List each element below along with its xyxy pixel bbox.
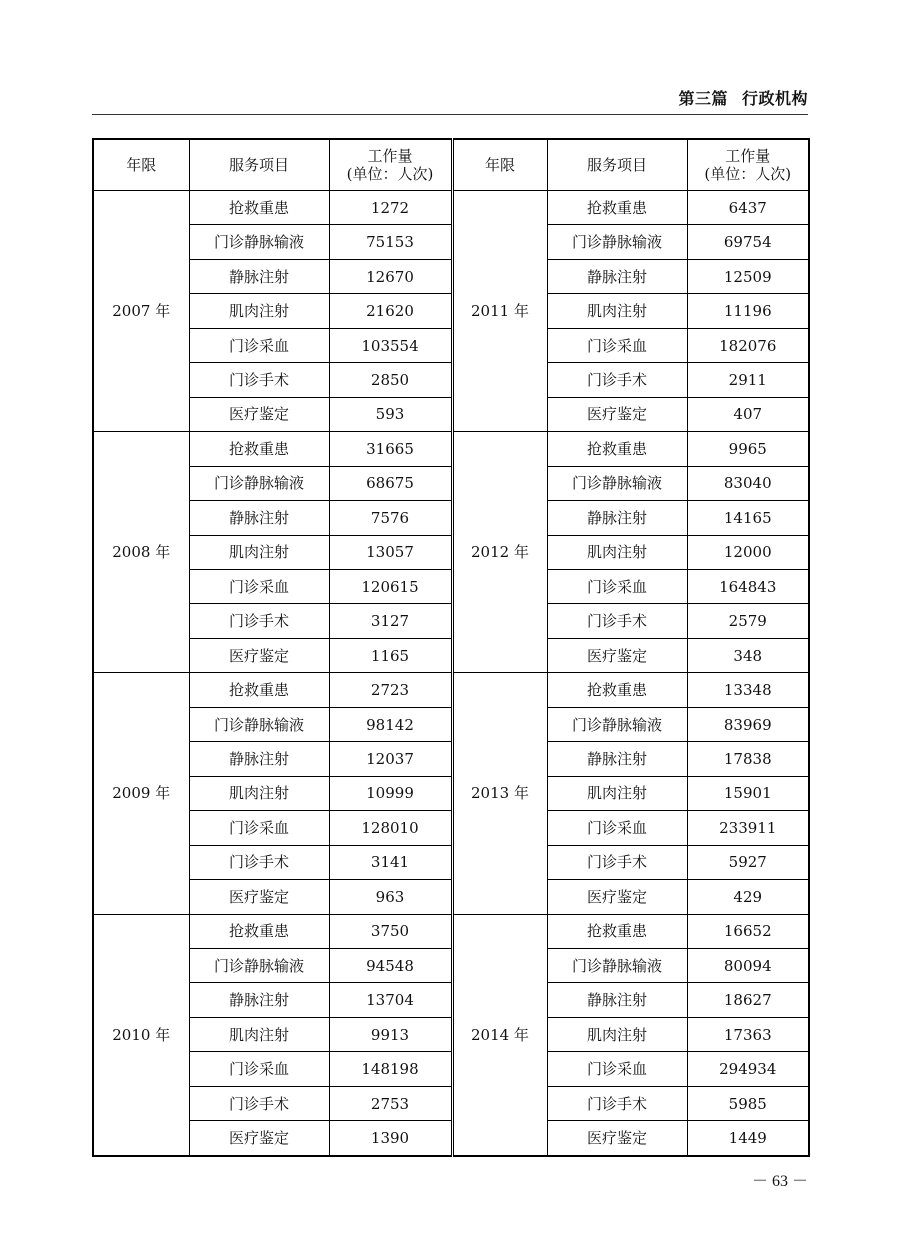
value-cell: 14165 (687, 501, 809, 535)
table-body (93, 191, 809, 1157)
service-cell: 医疗鉴定 (189, 397, 329, 431)
year-value: 2008 (112, 543, 151, 562)
service-cell: 门诊静脉输液 (547, 225, 687, 259)
header-service: 服务项目 (547, 139, 687, 191)
page-number: － 63 － (751, 1173, 808, 1190)
table-row (93, 397, 809, 431)
value-cell: 13704 (329, 983, 452, 1017)
value-cell: 69754 (687, 225, 809, 259)
service-cell: 医疗鉴定 (189, 880, 329, 914)
service-cell: 门诊静脉输液 (547, 948, 687, 982)
value-cell: 13348 (687, 673, 809, 707)
header-workload-title: 工作量 (725, 147, 771, 165)
service-cell: 门诊采血 (189, 569, 329, 603)
table-row (93, 191, 809, 225)
table-row (93, 432, 809, 466)
value-cell: 94548 (329, 948, 452, 982)
table-row (93, 1121, 809, 1156)
service-cell: 肌肉注射 (189, 1017, 329, 1051)
service-cell: 肌肉注射 (547, 535, 687, 569)
value-cell: 10999 (329, 776, 452, 810)
year-value: 2007 (112, 302, 151, 321)
table-row (93, 328, 809, 362)
value-cell: 12670 (329, 259, 452, 293)
service-cell: 门诊采血 (547, 328, 687, 362)
running-head (92, 86, 808, 109)
service-cell: 肌肉注射 (189, 294, 329, 328)
value-cell: 12037 (329, 742, 452, 776)
value-cell: 1165 (329, 638, 452, 672)
year-cell (93, 914, 189, 1156)
service-cell: 肌肉注射 (189, 776, 329, 810)
service-cell: 静脉注射 (547, 259, 687, 293)
service-cell: 抢救重患 (547, 191, 687, 225)
value-cell: 2753 (329, 1086, 452, 1120)
value-cell: 75153 (329, 225, 452, 259)
table-row (93, 880, 809, 914)
year-cell (93, 673, 189, 914)
year-cell (93, 191, 189, 432)
value-cell: 7576 (329, 501, 452, 535)
service-cell: 门诊静脉输液 (547, 707, 687, 741)
service-cell: 门诊手术 (189, 845, 329, 879)
service-cell: 静脉注射 (189, 501, 329, 535)
service-cell: 门诊采血 (547, 1052, 687, 1086)
service-cell: 医疗鉴定 (547, 638, 687, 672)
service-cell: 肌肉注射 (547, 294, 687, 328)
table-row (93, 776, 809, 810)
value-cell: 5927 (687, 845, 809, 879)
service-cell: 门诊采血 (189, 1052, 329, 1086)
service-cell: 门诊静脉输液 (547, 466, 687, 500)
table-row (93, 1017, 809, 1051)
value-cell: 31665 (329, 432, 452, 466)
year-cell (452, 673, 547, 914)
year-suffix: 年 (155, 302, 171, 321)
value-cell: 1449 (687, 1121, 809, 1156)
service-cell: 门诊手术 (547, 1086, 687, 1120)
table-row (93, 845, 809, 879)
service-cell: 医疗鉴定 (547, 880, 687, 914)
year-suffix: 年 (513, 302, 529, 321)
value-cell: 9965 (687, 432, 809, 466)
value-cell: 2850 (329, 363, 452, 397)
year-suffix: 年 (155, 543, 171, 562)
header-year: 年限 (452, 139, 547, 191)
header-service: 服务项目 (189, 139, 329, 191)
value-cell: 16652 (687, 914, 809, 948)
value-cell: 17838 (687, 742, 809, 776)
value-cell: 9913 (329, 1017, 452, 1051)
year-suffix: 年 (513, 1025, 529, 1044)
value-cell: 13057 (329, 535, 452, 569)
value-cell: 148198 (329, 1052, 452, 1086)
value-cell: 21620 (329, 294, 452, 328)
year-suffix: 年 (155, 1025, 171, 1044)
header-year: 年限 (93, 139, 189, 191)
value-cell: 98142 (329, 707, 452, 741)
service-cell: 门诊手术 (189, 1086, 329, 1120)
header-workload (329, 139, 452, 191)
service-cell: 门诊静脉输液 (189, 707, 329, 741)
service-cell: 门诊手术 (189, 363, 329, 397)
value-cell: 348 (687, 638, 809, 672)
value-cell: 18627 (687, 983, 809, 1017)
value-cell: 963 (329, 880, 452, 914)
table-row (93, 535, 809, 569)
value-cell: 294934 (687, 1052, 809, 1086)
value-cell: 593 (329, 397, 452, 431)
value-cell: 2579 (687, 604, 809, 638)
service-cell: 静脉注射 (547, 501, 687, 535)
service-cell: 门诊采血 (189, 328, 329, 362)
table-row (93, 225, 809, 259)
value-cell: 2911 (687, 363, 809, 397)
value-cell: 233911 (687, 811, 809, 845)
value-cell: 1390 (329, 1121, 452, 1156)
value-cell: 182076 (687, 328, 809, 362)
value-cell: 80094 (687, 948, 809, 982)
value-cell: 429 (687, 880, 809, 914)
table-row (93, 259, 809, 293)
service-cell: 门诊静脉输液 (189, 948, 329, 982)
table-row (93, 569, 809, 603)
service-cell: 抢救重患 (189, 673, 329, 707)
year-cell (93, 432, 189, 673)
header-workload-unit: (单位：人次) (704, 165, 792, 183)
table-row (93, 604, 809, 638)
year-suffix: 年 (513, 543, 529, 562)
table-row (93, 294, 809, 328)
table-row (93, 638, 809, 672)
service-cell: 肌肉注射 (547, 776, 687, 810)
service-cell: 抢救重患 (189, 432, 329, 466)
chapter-title: 行政机构 (741, 89, 808, 108)
value-cell: 12509 (687, 259, 809, 293)
service-cell: 肌肉注射 (547, 1017, 687, 1051)
year-value: 2010 (112, 1025, 151, 1044)
table-row (93, 466, 809, 500)
value-cell: 6437 (687, 191, 809, 225)
table-row (93, 948, 809, 982)
value-cell: 3750 (329, 914, 452, 948)
table-row (93, 501, 809, 535)
value-cell: 164843 (687, 569, 809, 603)
table-row (93, 707, 809, 741)
service-cell: 抢救重患 (547, 673, 687, 707)
year-value: 2012 (471, 543, 510, 562)
service-cell: 静脉注射 (189, 983, 329, 1017)
value-cell: 3141 (329, 845, 452, 879)
value-cell: 83969 (687, 707, 809, 741)
year-value: 2013 (471, 784, 510, 803)
year-suffix: 年 (155, 784, 171, 803)
service-cell: 静脉注射 (189, 742, 329, 776)
table-row (93, 983, 809, 1017)
value-cell: 407 (687, 397, 809, 431)
table-row (93, 914, 809, 948)
value-cell: 2723 (329, 673, 452, 707)
service-cell: 门诊采血 (547, 811, 687, 845)
service-cell: 医疗鉴定 (189, 1121, 329, 1156)
table-row (93, 742, 809, 776)
service-cell: 抢救重患 (189, 191, 329, 225)
service-cell: 抢救重患 (547, 432, 687, 466)
value-cell: 11196 (687, 294, 809, 328)
service-cell: 门诊静脉输液 (189, 466, 329, 500)
header-rule (92, 114, 808, 115)
table-row (93, 363, 809, 397)
service-cell: 门诊手术 (547, 845, 687, 879)
value-cell: 3127 (329, 604, 452, 638)
service-cell: 门诊手术 (547, 604, 687, 638)
value-cell: 12000 (687, 535, 809, 569)
year-value: 2014 (471, 1025, 510, 1044)
header-workload-title: 工作量 (367, 147, 413, 165)
service-cell: 静脉注射 (547, 742, 687, 776)
table-header-row (93, 139, 809, 191)
value-cell: 5985 (687, 1086, 809, 1120)
year-value: 2009 (112, 784, 151, 803)
service-cell: 门诊手术 (547, 363, 687, 397)
year-value: 2011 (471, 302, 510, 321)
workload-table-container (92, 138, 808, 1157)
year-cell (452, 914, 547, 1156)
table-row (93, 673, 809, 707)
service-cell: 肌肉注射 (189, 535, 329, 569)
value-cell: 103554 (329, 328, 452, 362)
part-title: 第三篇 (678, 89, 728, 108)
service-cell: 门诊手术 (189, 604, 329, 638)
service-cell: 抢救重患 (189, 914, 329, 948)
value-cell: 128010 (329, 811, 452, 845)
year-suffix: 年 (513, 784, 529, 803)
table-row (93, 1052, 809, 1086)
value-cell: 68675 (329, 466, 452, 500)
year-cell (452, 432, 547, 673)
service-cell: 门诊静脉输液 (189, 225, 329, 259)
value-cell: 120615 (329, 569, 452, 603)
service-cell: 抢救重患 (547, 914, 687, 948)
service-cell: 门诊采血 (547, 569, 687, 603)
service-cell: 静脉注射 (547, 983, 687, 1017)
service-cell: 医疗鉴定 (189, 638, 329, 672)
table-row (93, 1086, 809, 1120)
value-cell: 1272 (329, 191, 452, 225)
value-cell: 15901 (687, 776, 809, 810)
header-workload (687, 139, 809, 191)
value-cell: 83040 (687, 466, 809, 500)
table-row (93, 811, 809, 845)
service-cell: 医疗鉴定 (547, 1121, 687, 1156)
value-cell: 17363 (687, 1017, 809, 1051)
service-cell: 门诊采血 (189, 811, 329, 845)
header-workload-unit: (单位：人次) (346, 165, 434, 183)
workload-table (92, 138, 810, 1157)
year-cell (452, 191, 547, 432)
service-cell: 静脉注射 (189, 259, 329, 293)
service-cell: 医疗鉴定 (547, 397, 687, 431)
